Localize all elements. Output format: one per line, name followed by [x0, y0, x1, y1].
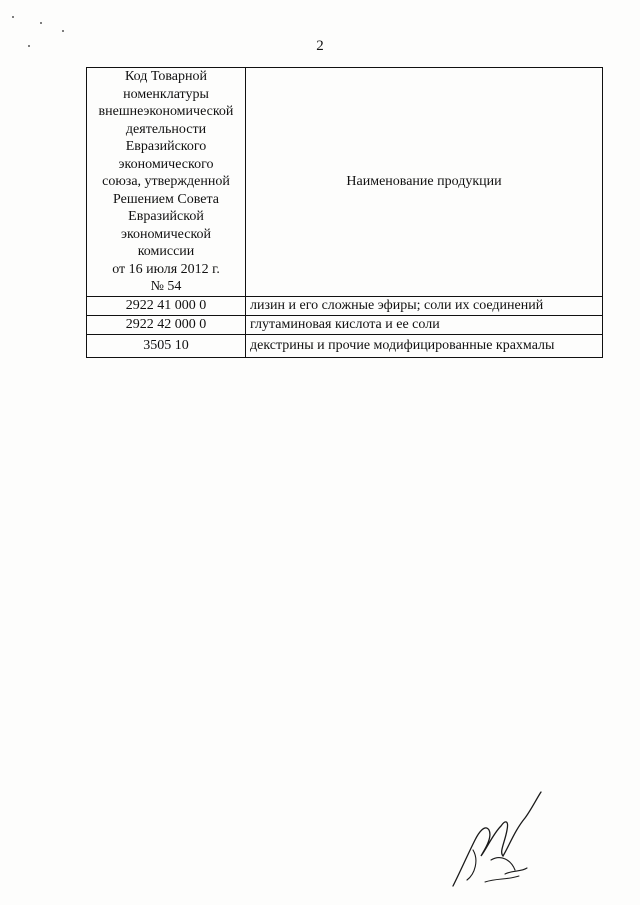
scan-speck [12, 16, 14, 18]
product-code-cell: 3505 10 [87, 334, 246, 357]
code-header-line: № 54 [150, 279, 182, 294]
code-column-header [87, 68, 246, 297]
product-name-cell: декстрины и прочие модифицированные крахмалы [246, 334, 603, 357]
table-header-row [87, 68, 603, 297]
code-header-line: комиссии [137, 244, 195, 259]
code-header-line: экономической [120, 226, 212, 242]
code-header-line: Евразийского [125, 139, 207, 154]
scan-speck [40, 22, 42, 24]
product-name-cell: лизин и его сложные эфиры; соли их соединений [246, 296, 603, 315]
table-row [87, 334, 603, 357]
product-code-cell: 2922 42 000 0 [87, 315, 246, 334]
scan-speck [62, 30, 64, 32]
code-header-line: Решением Совета [113, 191, 219, 207]
code-header-line: номенклатуры [123, 86, 209, 102]
code-header-line: союза, утвержденной [102, 174, 230, 189]
code-header-line: деятельности [125, 121, 207, 137]
product-code-cell: 2922 41 000 0 [87, 296, 246, 315]
products-table [86, 67, 603, 358]
code-header-line: экономического [118, 156, 214, 172]
table-row [87, 315, 603, 334]
table-row [87, 296, 603, 315]
code-header-line: внешнеэкономической [98, 104, 234, 119]
handwritten-signature [445, 790, 555, 890]
code-header-line: от 16 июля 2012 г. [112, 261, 220, 277]
page-number: 2 [316, 38, 324, 54]
code-header-line: Код Товарной [125, 69, 207, 84]
name-column-header: Наименование продукции [246, 68, 603, 297]
code-header-line: Евразийской [128, 209, 204, 224]
product-name-cell: глутаминовая кислота и ее соли [246, 315, 603, 334]
